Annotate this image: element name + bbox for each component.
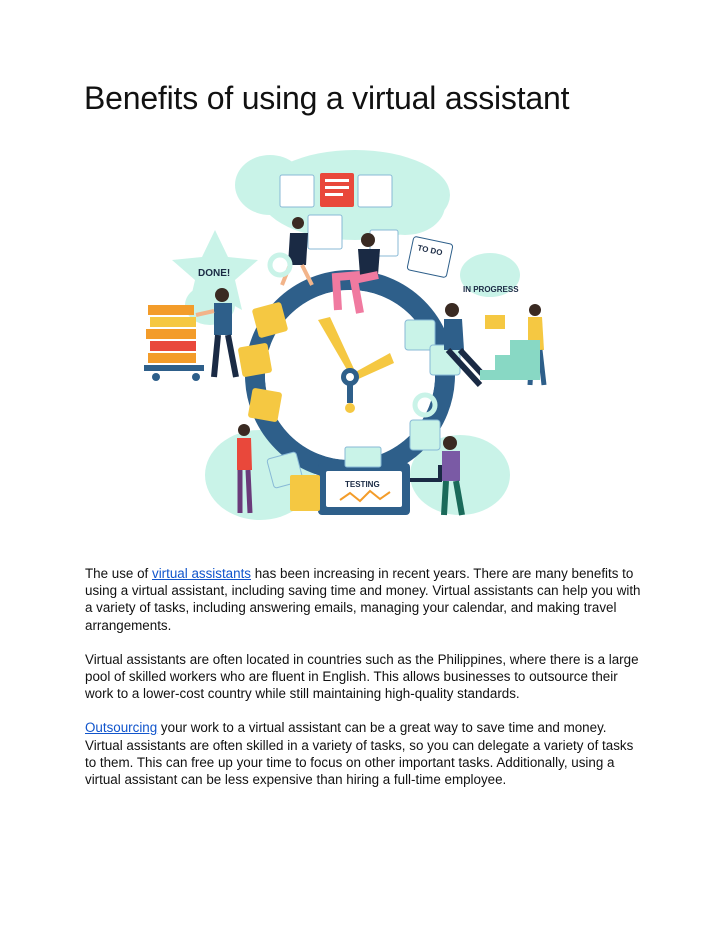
paragraph-3-text-end: your work to a virtual assistant can be a great way to save time and money. Virtual assistants are often skilled in a variety of tasks, so you can delegate a variety of tasks to them. This can free up your time to focus on other important tasks. Additionally, using a virtual assistant can be less expensive than hiring a full-time employee. [85, 720, 634, 788]
page-title: Benefits of using a virtual assistant [84, 80, 570, 116]
virtual-assistant-illustration [140, 145, 600, 530]
paragraph-2: Virtual assistants are often located in countries such as the Philippines, where there is a large pool of skilled workers who are fluent in English. This allows businesses to outsource their work to a lower-cost country while still maintaining high-quality standards. [85, 651, 639, 702]
testing-label: TESTING [345, 480, 380, 489]
paragraph-1-text-end: has been increasing in recent years. There are many benefits to using a virtual assistant, including saving time and money. Virtual assistants can help you with a variety of tasks, including answering emails, managing your calendar, and making travel arrangements. [85, 566, 641, 633]
virtual-assistants-link[interactable]: virtual assistants [152, 566, 251, 581]
paragraph-3 [85, 719, 645, 788]
todo-card [407, 236, 453, 278]
folder-box [485, 315, 505, 329]
article-body [85, 565, 645, 805]
outsourcing-link[interactable]: Outsourcing [85, 720, 158, 736]
paragraph-1 [85, 565, 645, 634]
todo-label: TO DO [416, 243, 444, 258]
in-progress-label: IN PROGRESS [463, 285, 519, 294]
done-label: DONE! [198, 268, 231, 279]
stairs [480, 340, 540, 380]
paragraph-1-text-start: The use of [85, 566, 152, 581]
